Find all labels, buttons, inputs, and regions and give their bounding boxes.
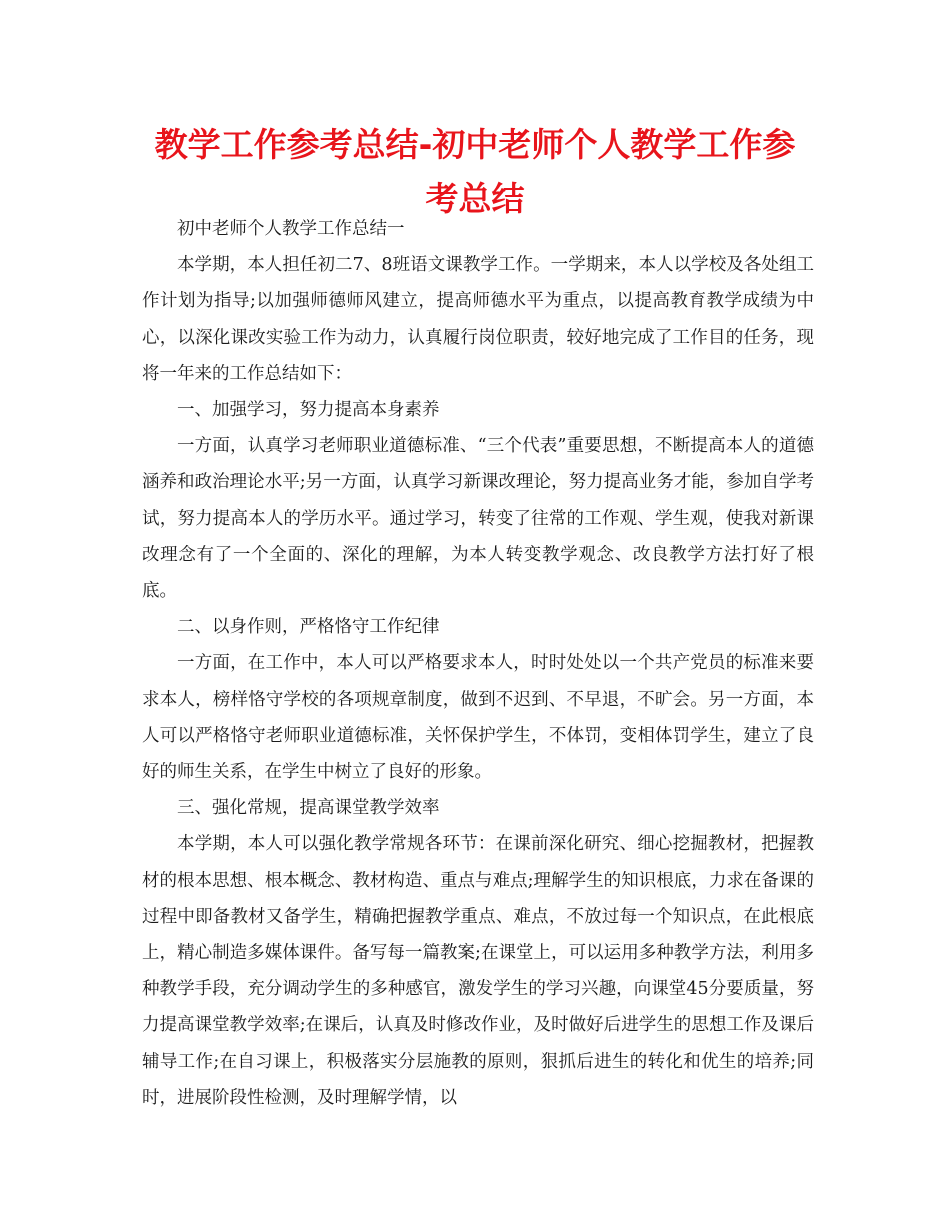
paragraph: 一方面，在工作中，本人可以严格要求本人，时时处处以一个共产党员的标准来要求本人，榜样恪守学校的各项规章制度，做到不迟到、不早退，不旷会。另一方面，本人可以严格恪守老师职业道德标准，关怀保护学生，不体罚，变相体罚学生，建立了良好的师生关系，在学生中树立了良好的形象。 [142, 653, 814, 783]
paragraph: 一方面，认真学习老师职业道德标准、“三个代表”重要思想，不断提高本人的道德涵养和政治理论水平;另一方面，认真学习新课改理论，努力提高业务才能，参加自学考试，努力提高本人的学历水平。通过学习，转变了往常的工作观、学生观，使我对新课改理念有了一个全面的、深化的理解，为本人转变教学观念、改良教学方法打好了根底。 [142, 436, 814, 602]
section-heading: 初中老师个人教学工作总结一 [177, 219, 405, 239]
paragraph: 本学期，本人可以强化教学常规各环节：在课前深化研究、细心挖掘教材，把握教材的根本思想、根本概念、教材构造、重点与难点;理解学生的知识根底，力求在备课的过程中即备教材又备学生，精确把握教学重点、难点，不放过每一个知识点，在此根底上，精心制造多媒体课件。备写每一篇教案;在课堂上，可以运用多种教学方法，利用多种教学手段，充分调动学生的多种感官，激发学生的学习兴趣，向课堂45分要质量，努力提高课堂教学效率;在课后，认真及时修改作业，及时做好后进学生的思想工作及课后辅导工作;在自习课上，积极落实分层施教的原则，狠抓后进生的转化和优生的培养;同时，进展阶段性检测，及时理解学情，以 [142, 834, 814, 1108]
section-heading: 一、加强学习，努力提高本身素养 [177, 400, 440, 421]
section-heading: 三、强化常规，提高课堂教学效率 [177, 798, 440, 819]
section-heading: 二、以身作则，严格恪守工作纪律 [177, 617, 440, 638]
document-title: 教学工作参考总结-初中老师个人教学工作参考总结 [154, 125, 796, 218]
paragraph: 本学期，本人担任初二7、8班语文课教学工作。一学期来，本人以学校及各处组工作计划为指导;以加强师德师风建立，提高师德水平为重点，以提高教育教学成绩为中心，以深化课改实验工作为动力，认真履行岗位职责，较好地完成了工作目的任务，现将一年来的工作总结如下： [142, 255, 814, 384]
document-body [142, 211, 814, 1116]
